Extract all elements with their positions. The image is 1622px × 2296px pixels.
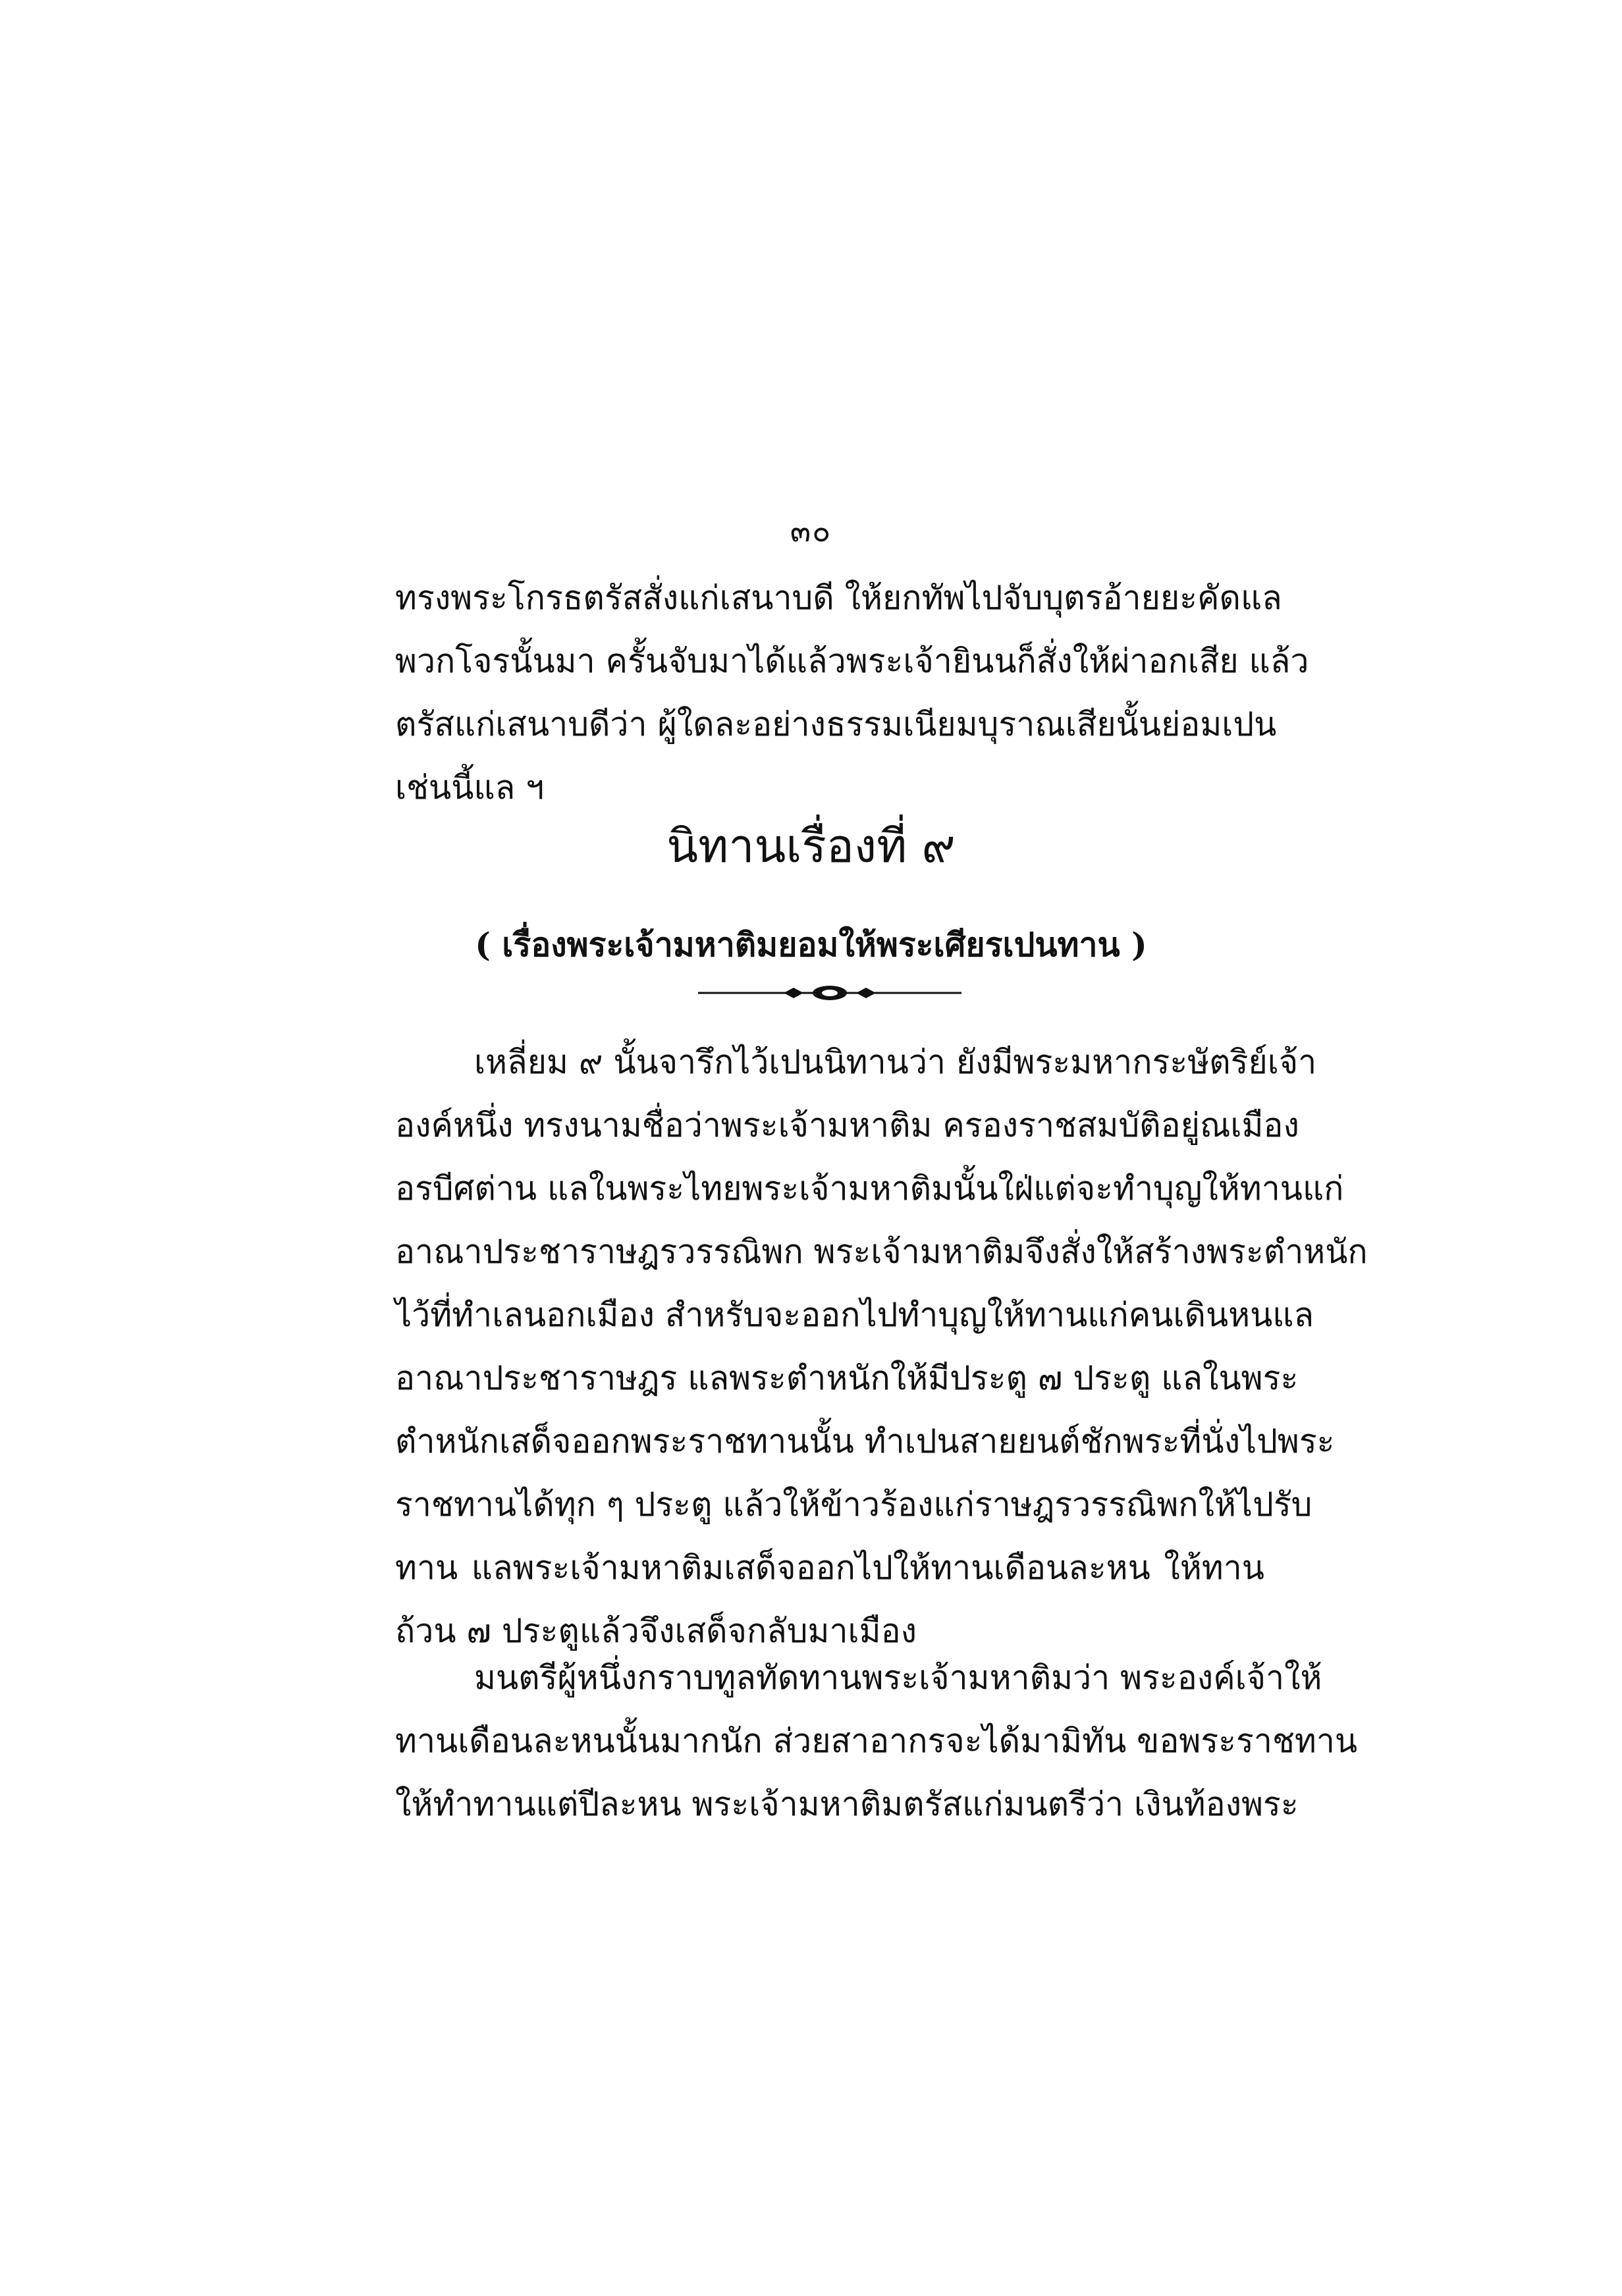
text-line: เหลี่ยม ๙ นั้นจารึกไว้เปนนิทานว่า ยังมีพระมหากระษัตริย์เจ้า (474, 1043, 1317, 1081)
page-number: ๓๐ (790, 513, 832, 548)
text-line: ให้ทำทานแต่ปีละหน พระเจ้ามหาติมตรัสแก่มนตรีว่า เงินท้องพระ (395, 1785, 1299, 1823)
text-line: อาณาประชาราษฎรวรรณิพก พระเจ้ามหาติมจึงสั่งให้สร้างพระตำหนัก (395, 1233, 1368, 1271)
text-line: ไว้ที่ทำเลนอกเมือง สำหรับจะออกไปทำบุญให้ทานแก่คนเดินหนแล (395, 1296, 1314, 1334)
story-title: นิทานเรื่องที่ ๙ (666, 819, 956, 873)
text-line: มนตรีผู้หนึ่งกราบทูลทัดทานพระเจ้ามหาติมว่า พระองค์เจ้าให้ (474, 1659, 1322, 1697)
text-line: ถ้วน ๗ ประตูแล้วจึงเสด็จกลับมาเมือง (395, 1612, 917, 1650)
ornament-divider-icon (698, 980, 961, 1006)
text-line: ทานเดือนละหนนั้นมากนัก ส่วยสาอากรจะได้มามิทัน ขอพระราชทาน (395, 1722, 1358, 1760)
text-line: พวกโจรนั้นมา ครั้นจับมาได้แล้วพระเจ้ายินนก็สั่งให้ผ่าอกเสีย แล้ว (395, 642, 1309, 680)
paragraph-2 (395, 1646, 1358, 1836)
paragraph-1 (395, 1030, 1368, 1663)
text-line: ตรัสแก่เสนาบดีว่า ผู้ใดละอย่างธรรมเนียมบุราณเสียนั้นย่อมเปน (395, 705, 1277, 743)
text-line: ตำหนักเสด็จออกพระราชทานนั้น ทำเปนสายยนต์ชักพระที่นั่งไปพระ (395, 1422, 1335, 1460)
story-subtitle: ( เรื่องพระเจ้ามหาติมยอมให้พระเศียรเปนทาน ) (475, 925, 1147, 964)
text-line: ทรงพระโกรธตรัสสั่งแก่เสนาบดี ให้ยกทัพไปจับบุตรอ้ายยะคัดแล (395, 579, 1282, 617)
text-line: อาณาประชาราษฎร แลพระตำหนักให้มีประตู ๗ ประตู แลในพระ (395, 1359, 1299, 1397)
text-line: อรบีศต่าน แลในพระไทยพระเจ้ามหาติมนั้นใฝ่แต่จะทำบุญให้ทานแก่ (395, 1169, 1344, 1208)
text-line: ทาน แลพระเจ้ามหาติมเสด็จออกไปให้ทานเดือนละหน ให้ทาน (395, 1549, 1264, 1587)
text-line: ราชทานได้ทุก ๆ ประตู แล้วให้ข้าวร้องแก่ราษฎรวรรณิพกให้ไปรับ (395, 1485, 1312, 1524)
text-line: องค์หนึ่ง ทรงนามชื่อว่าพระเจ้ามหาติม ครองราชสมบัติอยู่ณเมือง (395, 1106, 1299, 1144)
text-line: เช่นนี้แล ฯ (395, 768, 545, 807)
intro-text-block (395, 566, 1309, 819)
